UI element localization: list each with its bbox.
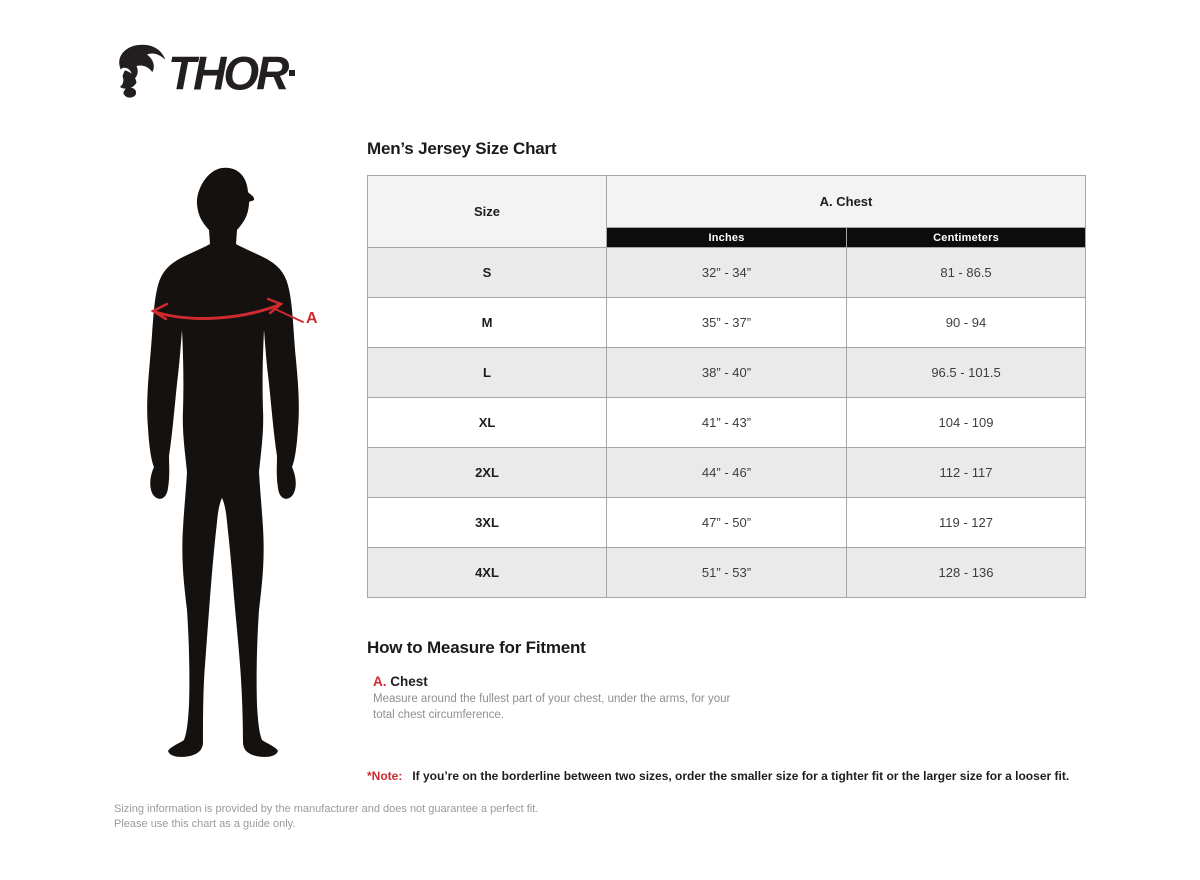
measure-item-heading <box>373 674 743 689</box>
centimeters-cell: 104 - 109 <box>847 398 1086 448</box>
centimeters-cell: 90 - 94 <box>847 298 1086 348</box>
inches-cell: 47” - 50” <box>607 498 847 548</box>
brand-wordmark-dot <box>289 70 295 76</box>
size-cell: L <box>368 348 607 398</box>
table-row <box>368 548 1086 598</box>
column-group-header-chest: A. Chest <box>607 176 1086 228</box>
table-row <box>368 448 1086 498</box>
size-cell: 3XL <box>368 498 607 548</box>
centimeters-cell: 128 - 136 <box>847 548 1086 598</box>
disclaimer-line-1: Sizing information is provided by the manufacturer and does not guarantee a perfect fit. <box>114 803 539 815</box>
disclaimer <box>114 802 538 832</box>
centimeters-cell: 112 - 117 <box>847 448 1086 498</box>
column-header-inches: Inches <box>607 228 847 248</box>
thor-horned-mascot-icon <box>112 42 168 104</box>
column-header-centimeters: Centimeters <box>847 228 1086 248</box>
chest-measure-label: A <box>306 310 318 327</box>
size-cell: S <box>368 248 607 298</box>
table-row <box>368 498 1086 548</box>
inches-cell: 32” - 34” <box>607 248 847 298</box>
note-text: If you’re on the borderline between two sizes, order the smaller size for a tighter fit or the larger size for a looser fit. <box>412 769 1070 783</box>
centimeters-cell: 81 - 86.5 <box>847 248 1086 298</box>
body-silhouette-figure <box>125 160 335 765</box>
sizing-note <box>367 769 1069 783</box>
table-row <box>368 298 1086 348</box>
brand-wordmark: THOR <box>168 46 287 100</box>
inches-cell: 41” - 43” <box>607 398 847 448</box>
table-row <box>368 398 1086 448</box>
disclaimer-line-2: Please use this chart as a guide only. <box>114 818 296 830</box>
measure-item-description: Measure around the fullest part of your chest, under the arms, for your total chest circumference. <box>373 693 731 721</box>
note-label: *Note: <box>367 769 403 783</box>
size-cell: XL <box>368 398 607 448</box>
centimeters-cell: 96.5 - 101.5 <box>847 348 1086 398</box>
measure-item-chest <box>373 674 743 723</box>
size-chart-table <box>367 175 1086 598</box>
inches-cell: 51” - 53” <box>607 548 847 598</box>
measure-item-letter: A. <box>373 674 387 689</box>
column-header-size: Size <box>368 176 607 248</box>
table-row <box>368 348 1086 398</box>
thor-logo <box>112 42 295 104</box>
centimeters-cell: 119 - 127 <box>847 498 1086 548</box>
inches-cell: 35” - 37” <box>607 298 847 348</box>
size-cell: M <box>368 298 607 348</box>
size-cell: 2XL <box>368 448 607 498</box>
inches-cell: 38” - 40” <box>607 348 847 398</box>
male-silhouette <box>125 160 335 765</box>
how-to-measure-title: How to Measure for Fitment <box>367 638 586 657</box>
table-row <box>368 248 1086 298</box>
inches-cell: 44” - 46” <box>607 448 847 498</box>
size-chart-title: Men’s Jersey Size Chart <box>367 139 557 158</box>
size-cell: 4XL <box>368 548 607 598</box>
measure-item-name: Chest <box>390 674 428 689</box>
